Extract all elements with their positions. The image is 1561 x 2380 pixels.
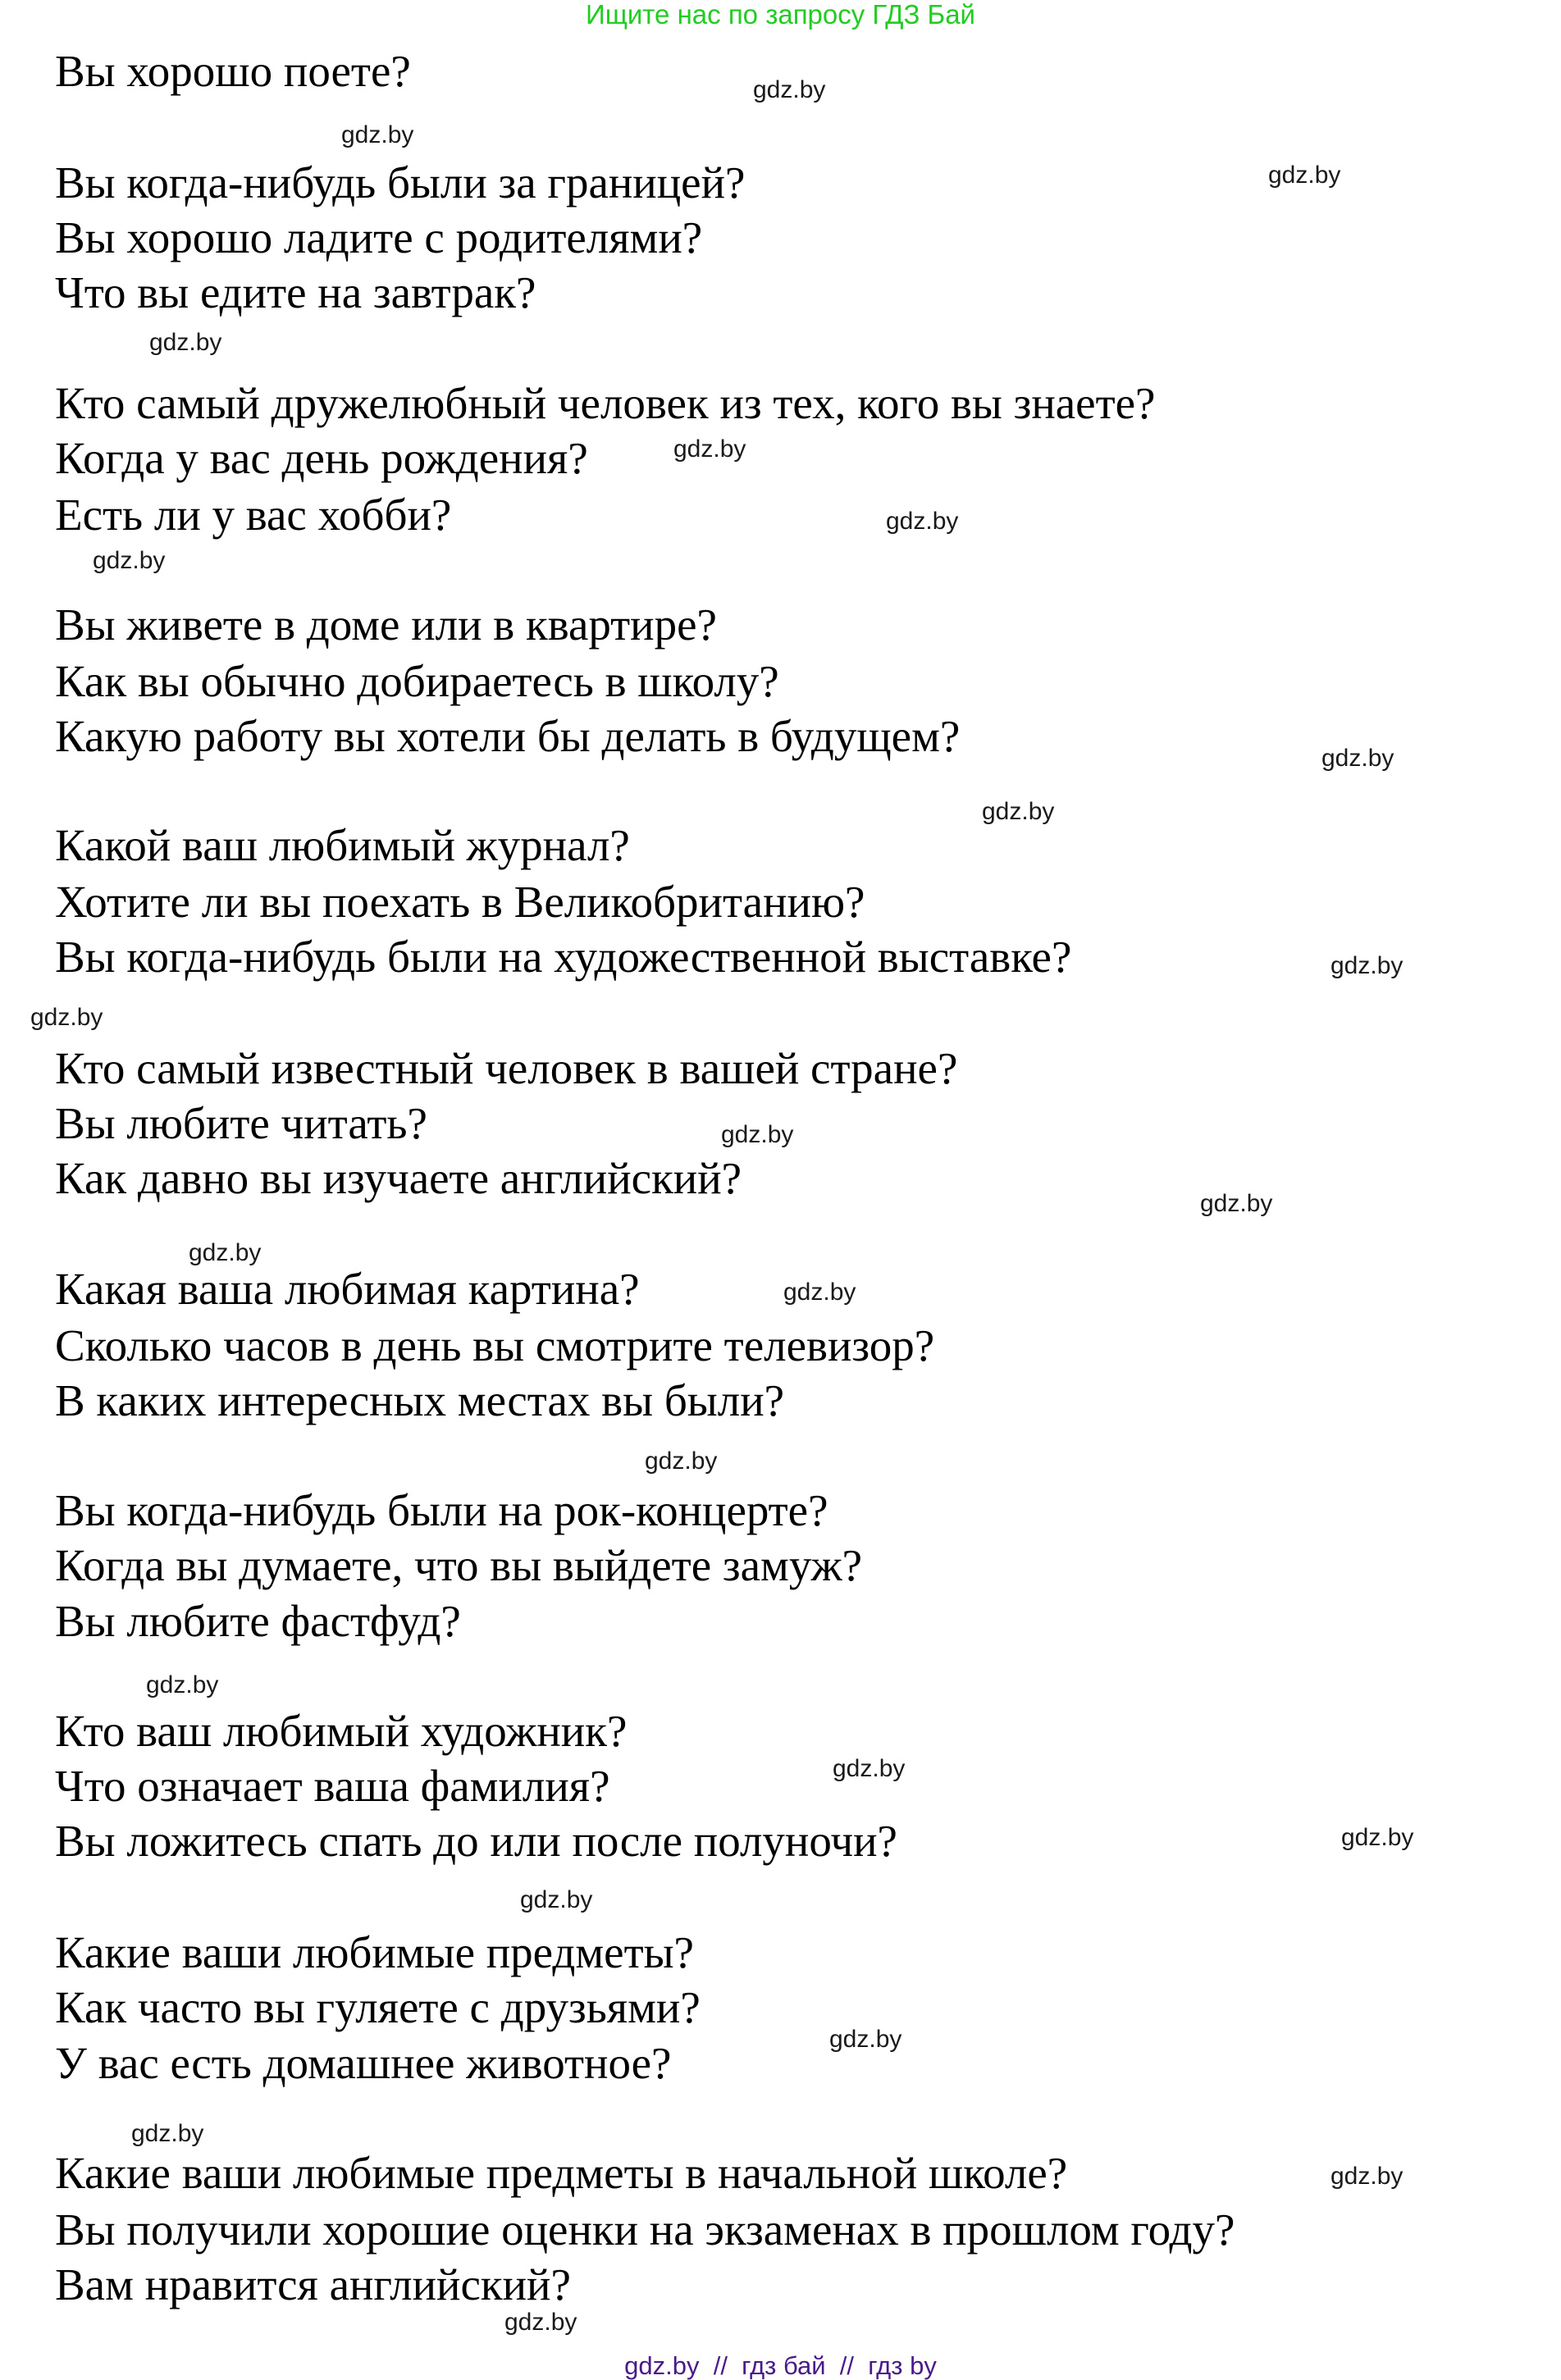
watermark-text: gdz.by bbox=[721, 1121, 794, 1148]
watermark-text: gdz.by bbox=[30, 1004, 103, 1031]
question-line: В каких интересных местах вы были? bbox=[55, 1375, 785, 1425]
question-line: Какие ваши любимые предметы? bbox=[55, 1927, 694, 1977]
question-line: У вас есть домашнее животное? bbox=[55, 2038, 672, 2088]
question-line: Какую работу вы хотели бы делать в будущем? bbox=[55, 711, 961, 761]
search-hint-text: Ищите нас по запросу ГДЗ Бай bbox=[586, 0, 975, 30]
watermark-text: gdz.by bbox=[982, 798, 1055, 825]
question-line: Как вы обычно добираетесь в школу? bbox=[55, 656, 779, 706]
watermark-text: gdz.by bbox=[341, 121, 414, 148]
watermark-text: gdz.by bbox=[93, 547, 166, 574]
watermark-text: gdz.by bbox=[1200, 1190, 1273, 1217]
question-line: Как часто вы гуляете с друзьями? bbox=[55, 1982, 701, 2032]
watermark-text: gdz.by bbox=[833, 1755, 906, 1782]
question-line: Какой ваш любимый журнал? bbox=[55, 820, 630, 870]
watermark-text: gdz.by bbox=[673, 435, 746, 463]
question-line: Вы хорошо ладите с родителями? bbox=[55, 212, 703, 262]
question-line: Вы когда-нибудь были на рок-концерте? bbox=[55, 1485, 828, 1535]
watermark-text: gdz.by bbox=[1268, 162, 1341, 189]
watermark-text: gdz.by bbox=[520, 1886, 593, 1913]
watermark-text: gdz.by bbox=[1341, 1824, 1414, 1851]
search-hint-banner bbox=[0, 0, 1561, 30]
question-line: Вы живете в доме или в квартире? bbox=[55, 600, 717, 650]
watermark-text: gdz.by bbox=[1321, 745, 1394, 772]
question-line: Кто ваш любимый художник? bbox=[55, 1706, 628, 1756]
question-line: Вы когда-нибудь были на художественной выставке? bbox=[55, 932, 1072, 982]
watermark-text: gdz.by bbox=[753, 76, 826, 103]
question-line: Вам нравится английский? bbox=[55, 2259, 571, 2309]
question-line: Какие ваши любимые предметы в начальной школе? bbox=[55, 2148, 1068, 2198]
watermark-text: gdz.by bbox=[149, 329, 222, 356]
question-line: Хотите ли вы поехать в Великобританию? bbox=[55, 877, 865, 927]
question-line: Есть ли у вас хобби? bbox=[55, 490, 452, 540]
watermark-text: gdz.by bbox=[829, 2026, 902, 2053]
question-line: Какая ваша любимая картина? bbox=[55, 1264, 640, 1314]
watermark-text: gdz.by bbox=[645, 1448, 718, 1475]
watermark-text: gdz.by bbox=[504, 2309, 577, 2336]
question-line: Вы ложитесь спать до или после полуночи? bbox=[55, 1816, 897, 1866]
question-line: Что означает ваша фамилия? bbox=[55, 1761, 610, 1811]
question-line: Вы любите читать? bbox=[55, 1098, 427, 1148]
watermark-text: gdz.by bbox=[1331, 952, 1404, 979]
question-line: Вы любите фастфуд? bbox=[55, 1596, 461, 1646]
question-line: Кто самый известный человек в вашей стране? bbox=[55, 1043, 958, 1093]
watermark-text: gdz.by bbox=[131, 2120, 204, 2147]
watermark-text: gdz.by bbox=[189, 1239, 262, 1266]
question-line: Вы когда-нибудь были за границей? bbox=[55, 157, 746, 207]
question-line: Кто самый дружелюбный человек из тех, кого вы знаете? bbox=[55, 378, 1156, 428]
question-line: Когда у вас день рождения? bbox=[55, 433, 588, 483]
question-line: Что вы едите на завтрак? bbox=[55, 267, 536, 317]
watermark-text: gdz.by bbox=[783, 1279, 856, 1306]
footer-links-text: gdz.by // гдз бай // гдз by bbox=[624, 2351, 937, 2380]
question-line: Сколько часов в день вы смотрите телевизор? bbox=[55, 1320, 935, 1370]
watermark-text: gdz.by bbox=[146, 1671, 219, 1698]
question-line: Вы получили хорошие оценки на экзаменах в прошлом году? bbox=[55, 2204, 1235, 2255]
footer-banner bbox=[0, 2352, 1561, 2380]
question-line: Когда вы думаете, что вы выйдете замуж? bbox=[55, 1540, 863, 1590]
question-line: Как давно вы изучаете английский? bbox=[55, 1153, 742, 1203]
question-line: Вы хорошо поете? bbox=[55, 46, 411, 96]
watermark-text: gdz.by bbox=[1331, 2163, 1404, 2190]
watermark-text: gdz.by bbox=[886, 508, 959, 535]
